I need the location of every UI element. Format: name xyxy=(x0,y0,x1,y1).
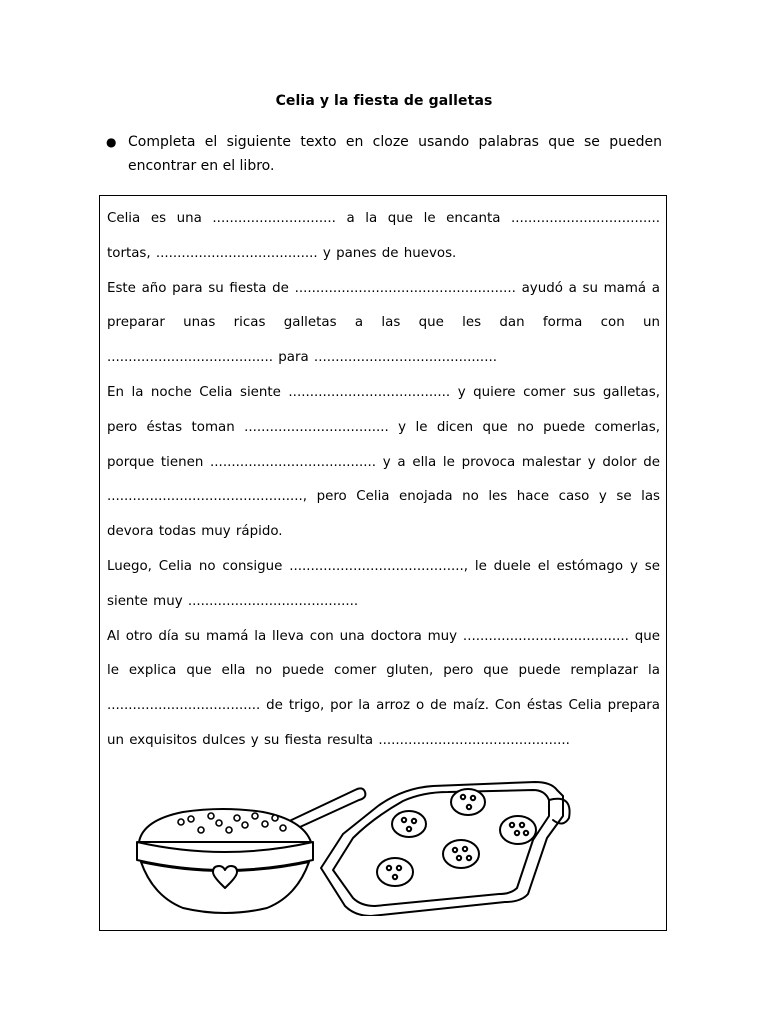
cookies-illustration xyxy=(133,776,578,916)
cloze-paragraph-3: En la noche Celia siente ...................................... y quiere comer sus galletas, pero éstas toman .................................. y le dicen que no puede comerlas, porque tienen ....................................... y a ella le provoca malestar y dolor de .............................................., pero Celia enojada no les hace caso y se las devora todas muy rápido. xyxy=(107,384,660,540)
instruction xyxy=(106,130,662,178)
cloze-paragraph-2: Este año para su fiesta de .................................................... ayudó a su mamá a preparar unas ricas galletas a las que les dan forma con un ....................................... para ........................................... xyxy=(107,280,660,366)
mixing-bowl-icon xyxy=(137,809,313,913)
cloze-text xyxy=(107,202,660,759)
cloze-exercise-box xyxy=(99,195,667,931)
cloze-paragraph-4: Luego, Celia no consigue ........................................., le duele el estómago y se siente muy ........................................ xyxy=(107,558,660,609)
instruction-text: Completa el siguiente texto en cloze usando palabras que se pueden encontrar en el libro. xyxy=(128,134,662,174)
cloze-paragraph-5: Al otro día su mamá la lleva con una doctora muy ....................................... que le explica que ella no puede comer gluten, pero que puede remplazar la .................................... de trigo, por la arroz o de maíz. Con éstas Celia prepara un exquisitos dulces y su fiesta resulta ............................................. xyxy=(107,628,660,748)
cloze-paragraph-1: Celia es una ............................. a la que le encanta ................................... tortas, ...................................... y panes de huevos. xyxy=(107,211,660,261)
worksheet-title: Celia y la fiesta de galletas xyxy=(275,93,493,109)
bullet-icon: ● xyxy=(106,135,117,149)
